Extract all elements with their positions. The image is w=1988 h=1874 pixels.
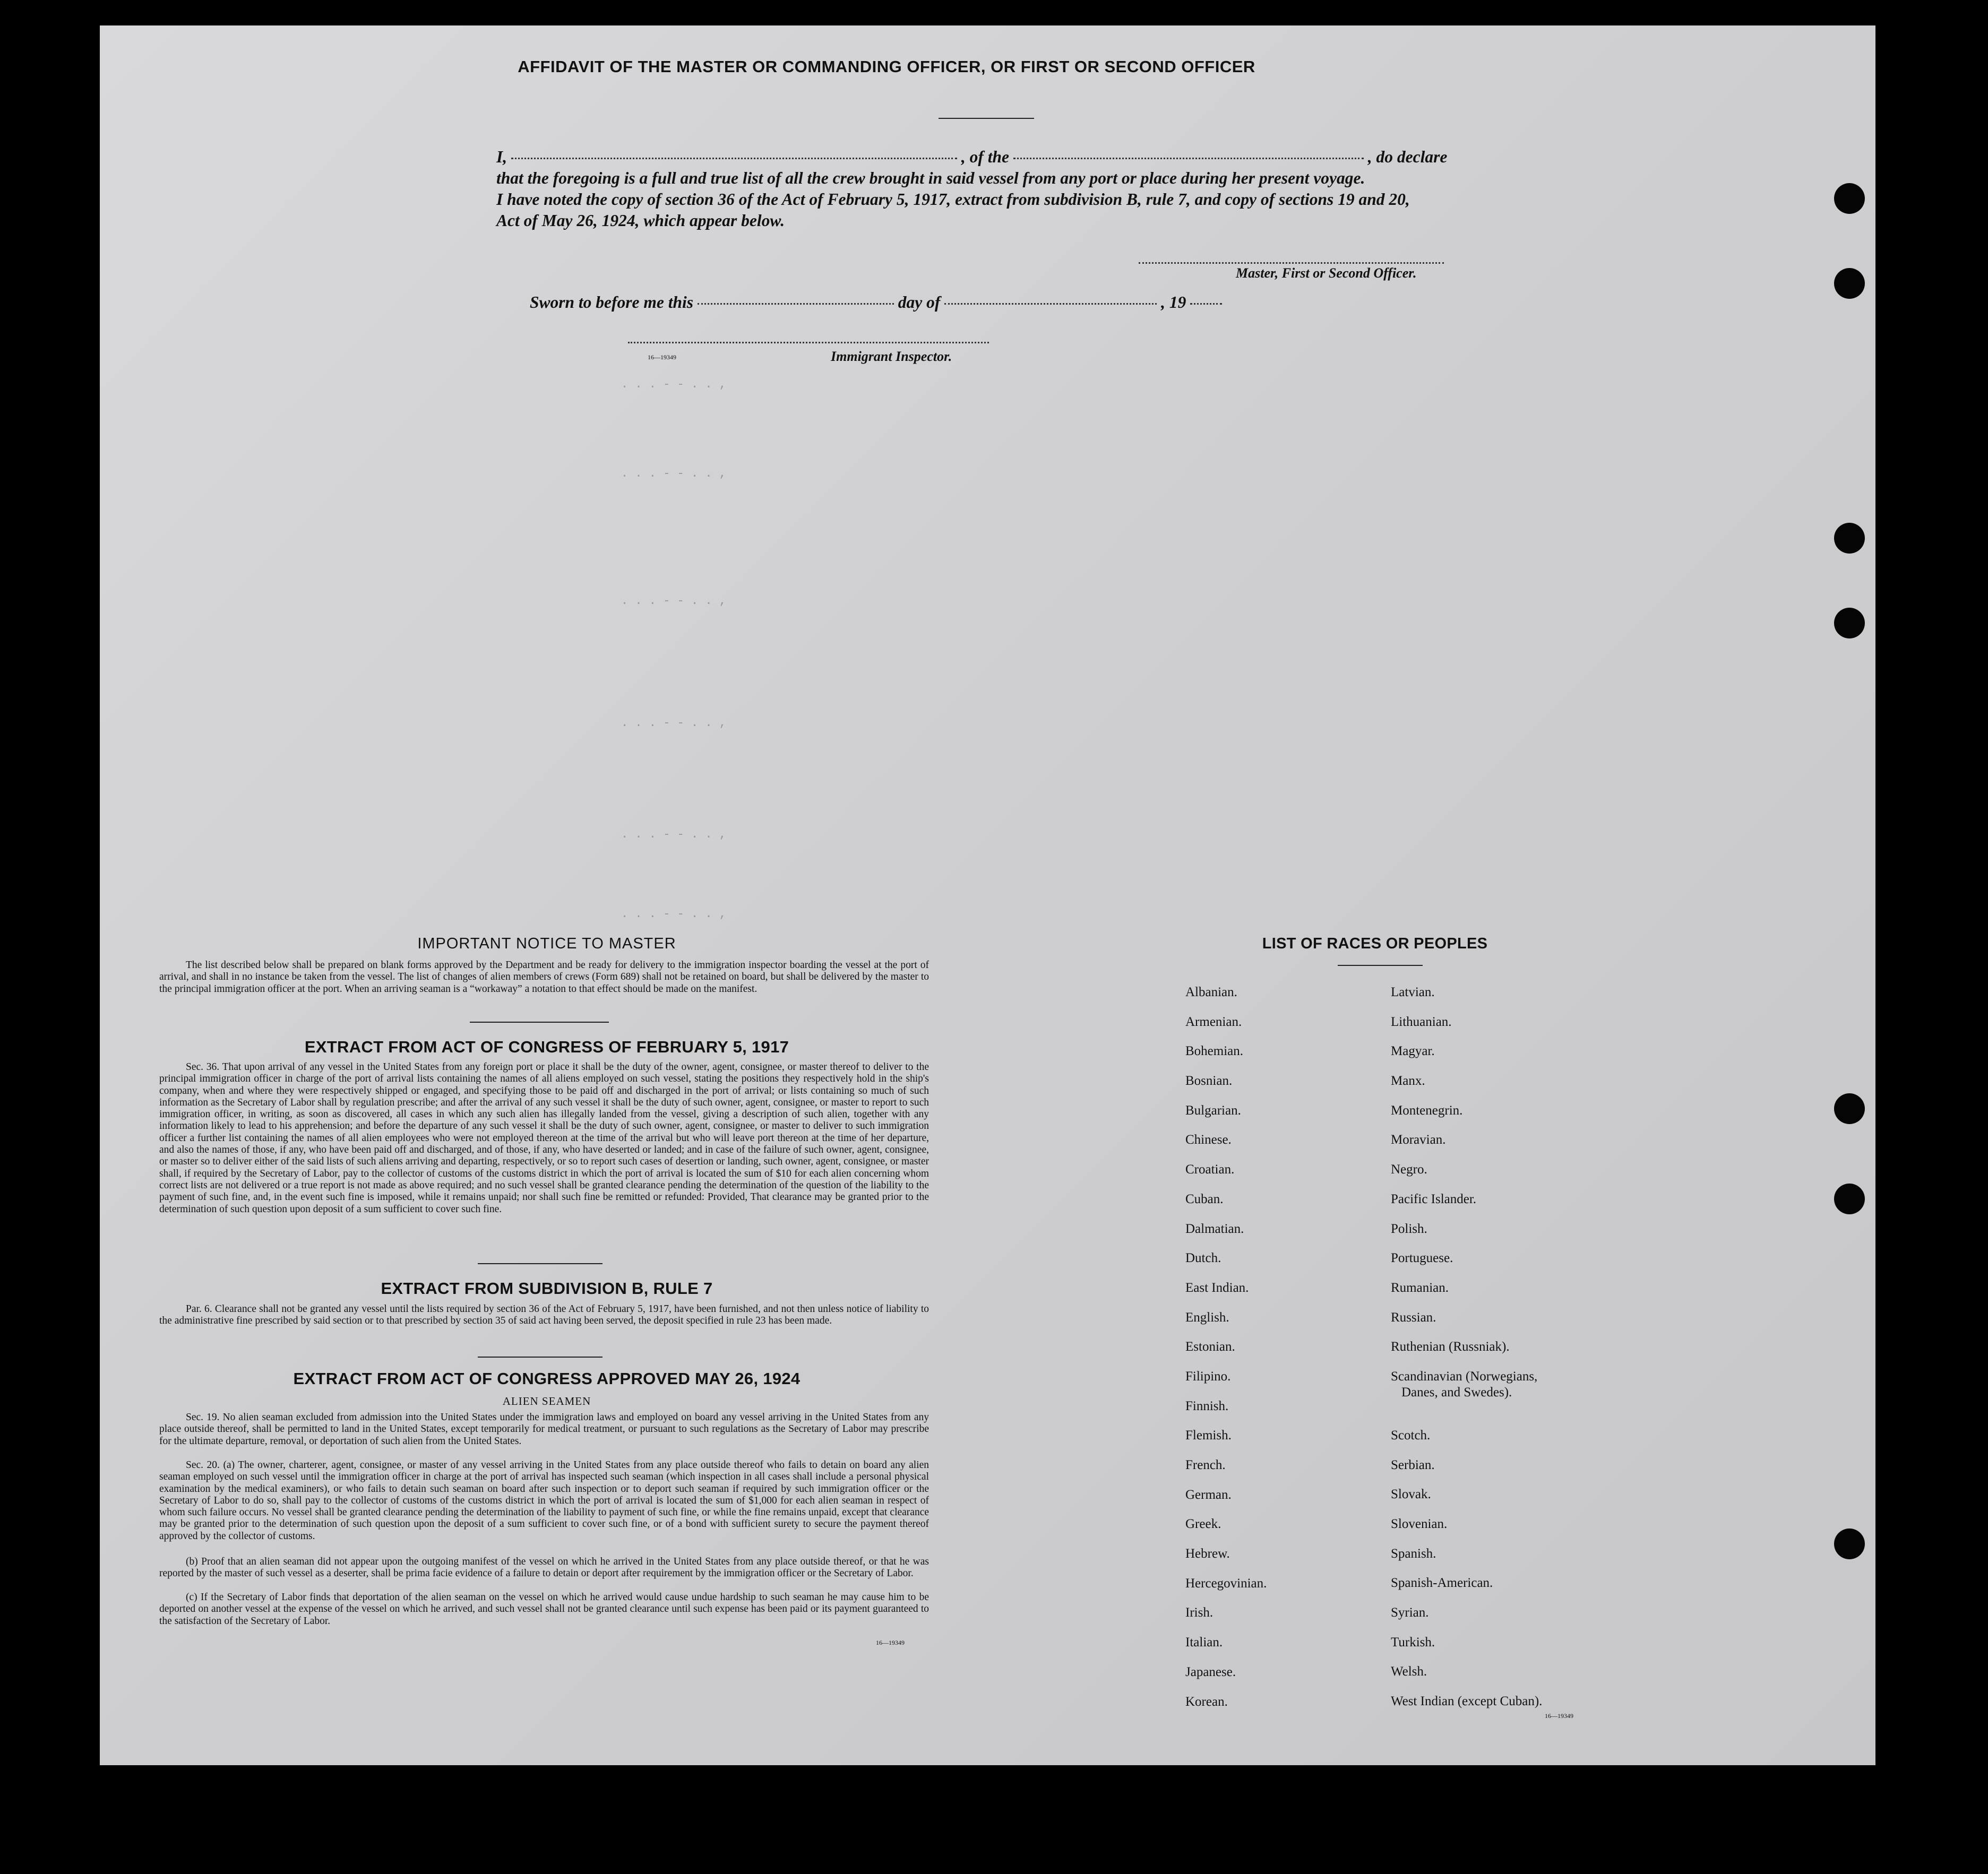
- race-item: Spanish.: [1391, 1546, 1436, 1561]
- extract-rule7-text: Par. 6. Clearance shall not be granted any vessel until the lists required by section 36 of the Act of February 5, 1917, have been furnished, and not then unless notice of liability to the administrative fine prescribed by said section or to that prescribed by section 35 of said act having been served, the deposit specified in rule 23 has been made.: [159, 1303, 929, 1327]
- affidavit-heading: AFFIDAVIT OF THE MASTER OR COMMANDING OFFICER, OR FIRST OR SECOND OFFICER: [518, 57, 1255, 76]
- divider: [470, 1022, 609, 1023]
- binder-hole: [1834, 1528, 1865, 1559]
- race-item: Welsh.: [1391, 1664, 1427, 1679]
- sec-20b-text: (b) Proof that an alien seaman did not appear upon the outgoing manifest of the vessel on which he arrived in the United States from any place outside thereof, or that he was reported by the master of such vessel as a deserter, shall be prima facie evidence of a failure to detain or deport after requirement by the immigration officer or the Secretary of Labor.: [159, 1556, 929, 1579]
- race-item: Chinese.: [1185, 1133, 1232, 1147]
- sworn-text: Sworn to before me this: [530, 293, 694, 312]
- day-blank[interactable]: [698, 303, 894, 305]
- inspector-label: Immigrant Inspector.: [831, 349, 952, 364]
- divider: [1338, 965, 1423, 966]
- race-item: Armenian.: [1185, 1014, 1242, 1029]
- race-item: English.: [1185, 1310, 1229, 1325]
- sec-20a-text: Sec. 20. (a) The owner, charterer, agent, consignee, or master of any vessel arriving in the United States from any place outside thereof who fails to detain on board any alien seaman employed on such vessel until the immigration officer in charge at the port of arrival has inspected such seaman (which inspection in all cases shall include a personal physical examination by the medical examiners), or who fails to detain such seaman on board after such inspection or to deport such seaman if required by such immigration officer or the Secretary of Labor to do so, shall pay to the collector of customs of the customs district in which the port of arrival is located the sum of $1,000 for each alien seaman in respect of whom such failure occurs. No vessel shall be granted clearance pending the determination of the liability to payment of such fine, or while the fine remains unpaid, except that clearance may be granted prior to the determination of such question upon the deposit of a sum sufficient to cover such fine, or of a bond with sufficient surety to secure the payment thereof approved by the collector of customs.: [159, 1460, 929, 1542]
- races-column-2: [1391, 978, 1542, 1716]
- race-item: Italian.: [1185, 1635, 1223, 1650]
- affidavit-line-3: I have noted the copy of section 36 of the Act of February 5, 1917, extract from subdivision B, rule 7, and copy of sections 19 and 20,: [496, 190, 1410, 209]
- form-number: 16—19349: [648, 353, 676, 361]
- divider: [478, 1263, 603, 1264]
- affidavit-line-4: Act of May 26, 1924, which appear below.: [496, 211, 785, 230]
- race-item: West Indian (except Cuban).: [1391, 1694, 1543, 1709]
- bleed-through-marks: . . . - - . . ,: [621, 594, 727, 608]
- race-item: Montenegrin.: [1391, 1103, 1463, 1118]
- race-item: Irish.: [1185, 1605, 1214, 1620]
- race-item: Finnish.: [1185, 1398, 1229, 1413]
- race-item: Dutch.: [1185, 1251, 1221, 1266]
- races-column-1: [1185, 978, 1267, 1716]
- form-number: 16—19349: [1545, 1712, 1573, 1720]
- sworn-line: [530, 293, 1222, 312]
- race-item: East Indian.: [1185, 1280, 1249, 1295]
- race-item: Ruthenian (Russniak).: [1391, 1340, 1510, 1354]
- race-item: French.: [1185, 1458, 1226, 1472]
- race-item: Scotch.: [1391, 1428, 1431, 1443]
- name-blank[interactable]: [511, 158, 957, 159]
- race-item: Flemish.: [1185, 1428, 1232, 1443]
- binder-hole: [1834, 183, 1865, 214]
- race-item: Manx.: [1391, 1074, 1425, 1089]
- signature-label: Master, First or Second Officer.: [1236, 265, 1417, 281]
- affidavit-text: , of the: [961, 148, 1010, 166]
- race-item: Slovenian.: [1391, 1517, 1448, 1531]
- month-blank[interactable]: [944, 303, 1157, 305]
- binder-hole: [1834, 268, 1865, 299]
- binder-hole: [1834, 523, 1865, 554]
- divider: [478, 1357, 603, 1358]
- bleed-through-marks: . . . - - . . ,: [621, 378, 727, 391]
- race-item: Cuban.: [1185, 1191, 1224, 1206]
- vessel-blank[interactable]: [1013, 158, 1364, 159]
- race-item: Rumanian.: [1391, 1280, 1449, 1295]
- race-item: Negro.: [1391, 1162, 1427, 1177]
- bleed-through-marks: . . . - - . . ,: [621, 908, 727, 921]
- races-heading: LIST OF RACES OR PEOPLES: [1262, 935, 1488, 952]
- race-item: Danes, and Swedes).: [1401, 1385, 1512, 1400]
- heading-underline: [939, 118, 1034, 119]
- race-item: Magyar.: [1391, 1044, 1435, 1059]
- race-item: Hercegovinian.: [1185, 1576, 1267, 1591]
- extract-1924-heading: EXTRACT FROM ACT OF CONGRESS APPROVED MAY 26, 1924: [293, 1369, 801, 1388]
- binder-hole: [1834, 608, 1865, 638]
- bleed-through-marks: . . . - - . . ,: [621, 467, 727, 480]
- race-item: Lithuanian.: [1391, 1014, 1452, 1029]
- race-item: Latvian.: [1391, 985, 1435, 999]
- extract-1917-heading: EXTRACT FROM ACT OF CONGRESS OF FEBRUARY 5, 1917: [304, 1038, 789, 1056]
- affidavit-line-1: [496, 148, 1473, 167]
- alien-seamen-subheading: ALIEN SEAMEN: [502, 1395, 591, 1407]
- race-item: Croatian.: [1185, 1162, 1235, 1177]
- sec-19-text: Sec. 19. No alien seaman excluded from admission into the United States under the immigration laws and employed on board any vessel arriving in the United States from any place outside thereof, shall be permitted to land in the United States, except temporarily for medical treatment, or pursuant to such regulations as the Secretary of Labor may prescribe for the ultimate departure, removal, or deportation of such alien from the United States.: [159, 1412, 929, 1447]
- year-blank[interactable]: [1190, 303, 1222, 305]
- race-item: Dalmatian.: [1185, 1221, 1244, 1236]
- binder-hole: [1834, 1184, 1865, 1214]
- form-number: 16—19349: [876, 1639, 905, 1646]
- race-item: Russian.: [1391, 1310, 1436, 1325]
- race-item: Moravian.: [1391, 1133, 1446, 1147]
- notice-text: The list described below shall be prepared on blank forms approved by the Department and be ready for delivery to the immigration inspector boarding the vessel at the port of arrival, and shall in no instance be taken from the vessel. The list of changes of alien members of crews (Form 689) shall not be retained on board, but shall be delivered by the master to the principal immigration officer at the port. When an arriving seaman is a “workaway” a notation to that effect should be made on the manifest.: [159, 960, 929, 995]
- race-item: Bosnian.: [1185, 1074, 1233, 1089]
- race-item: German.: [1185, 1487, 1232, 1502]
- binder-hole: [1834, 1093, 1865, 1124]
- race-item: Filipino.: [1185, 1369, 1231, 1384]
- race-item: Turkish.: [1391, 1635, 1435, 1650]
- race-item: Serbian.: [1391, 1457, 1435, 1472]
- race-item: Polish.: [1391, 1221, 1427, 1236]
- race-item: Spanish-American.: [1391, 1576, 1493, 1591]
- race-item: Hebrew.: [1185, 1547, 1230, 1561]
- affidavit-text: I,: [496, 148, 507, 166]
- inspector-signature-line[interactable]: [628, 342, 989, 343]
- sec-20c-text: (c) If the Secretary of Labor finds that deportation of the alien seaman on the vessel on which he arrived would cause undue hardship to such seaman he may cause him to be deported on another vessel at the expense of the vessel on which he arrived, and such vessel shall not be granted clearance until such expense has been paid or its payment guaranteed to the satisfaction of the Secretary of Labor.: [159, 1592, 929, 1627]
- affidavit-line-2: that the foregoing is a full and true list of all the crew brought in said vessel from any port or place during her present voyage.: [496, 169, 1365, 187]
- race-item: Japanese.: [1185, 1664, 1236, 1679]
- bleed-through-marks: . . . - - . . ,: [621, 716, 727, 730]
- notice-heading: IMPORTANT NOTICE TO MASTER: [417, 935, 676, 952]
- race-item: Bohemian.: [1185, 1044, 1244, 1059]
- race-item: Slovak.: [1391, 1487, 1431, 1502]
- race-item: Syrian.: [1391, 1605, 1429, 1620]
- race-item: Portuguese.: [1391, 1251, 1453, 1266]
- race-item: Greek.: [1185, 1517, 1221, 1532]
- race-item: Scandinavian (Norwegians,: [1391, 1369, 1538, 1384]
- sworn-text: day of: [898, 293, 941, 312]
- race-item: Korean.: [1185, 1694, 1228, 1709]
- race-item: Albanian.: [1185, 985, 1237, 999]
- affidavit-text: , do declare: [1367, 148, 1448, 166]
- extract-rule7-heading: EXTRACT FROM SUBDIVISION B, RULE 7: [381, 1279, 713, 1298]
- bleed-through-marks: . . . - - . . ,: [621, 828, 727, 841]
- race-item: Pacific Islander.: [1391, 1191, 1477, 1206]
- sworn-text: , 19: [1161, 293, 1186, 312]
- race-item: Estonian.: [1185, 1340, 1235, 1354]
- race-item: Bulgarian.: [1185, 1103, 1241, 1118]
- signature-line[interactable]: [1139, 262, 1444, 264]
- extract-1917-text: Sec. 36. That upon arrival of any vessel in the United States from any foreign port or place it shall be the duty of the owner, agent, consignee, or master thereof to deliver to the principal immigration officer in charge of the port of arrival lists containing the names of all aliens employed on such vessel, stating the positions they respectively hold in the ship's company, when and where they were respectively shipped or engaged, and specifying those to be paid off and discharged in the port of arrival; or lists containing so much of such information as the Secretary of Labor shall by regulation prescribe; and after the arrival of any such vessel it shall be the duty of such owner, agent, consignee, or master to report to such immigration officer, in writing, as soon as discovered, all cases in which any such alien has illegally landed from the vessel, giving a description of such alien, together with any information likely to lead to his apprehension; and before the departure of any such vessel it shall be the duty of such owner, agent, consignee, or master to deliver to such immigration officer a further list containing the names of all alien employees who were not employed thereon at the time of the arrival but who will leave port thereon at the time of her departure, and also the names of those, if any, who have been paid off and discharged, and of those, if any, who have deserted or landed; and in case of the failure of such owner, agent, consignee, or master so to deliver either of the said lists of such aliens arriving and departing, respectively, or so to report such cases of desertion or landing, such owner, agent, consignee, or master shall, if required by the Secretary of Labor, pay to the collector of customs of the customs district in which the port of arrival is located the sum of $10 for each alien concerning whom correct lists are not delivered or a true report is not made as above required; and no such vessel shall be granted clearance pending the determination of the question of the liability to the payment of such fine, and, in the event such fine is imposed, while it remains unpaid; nor shall such fine be remitted or refunded: Provided, That clearance may be granted prior to the determination of such question upon deposit of a sum sufficient to cover such fine.: [159, 1061, 929, 1215]
